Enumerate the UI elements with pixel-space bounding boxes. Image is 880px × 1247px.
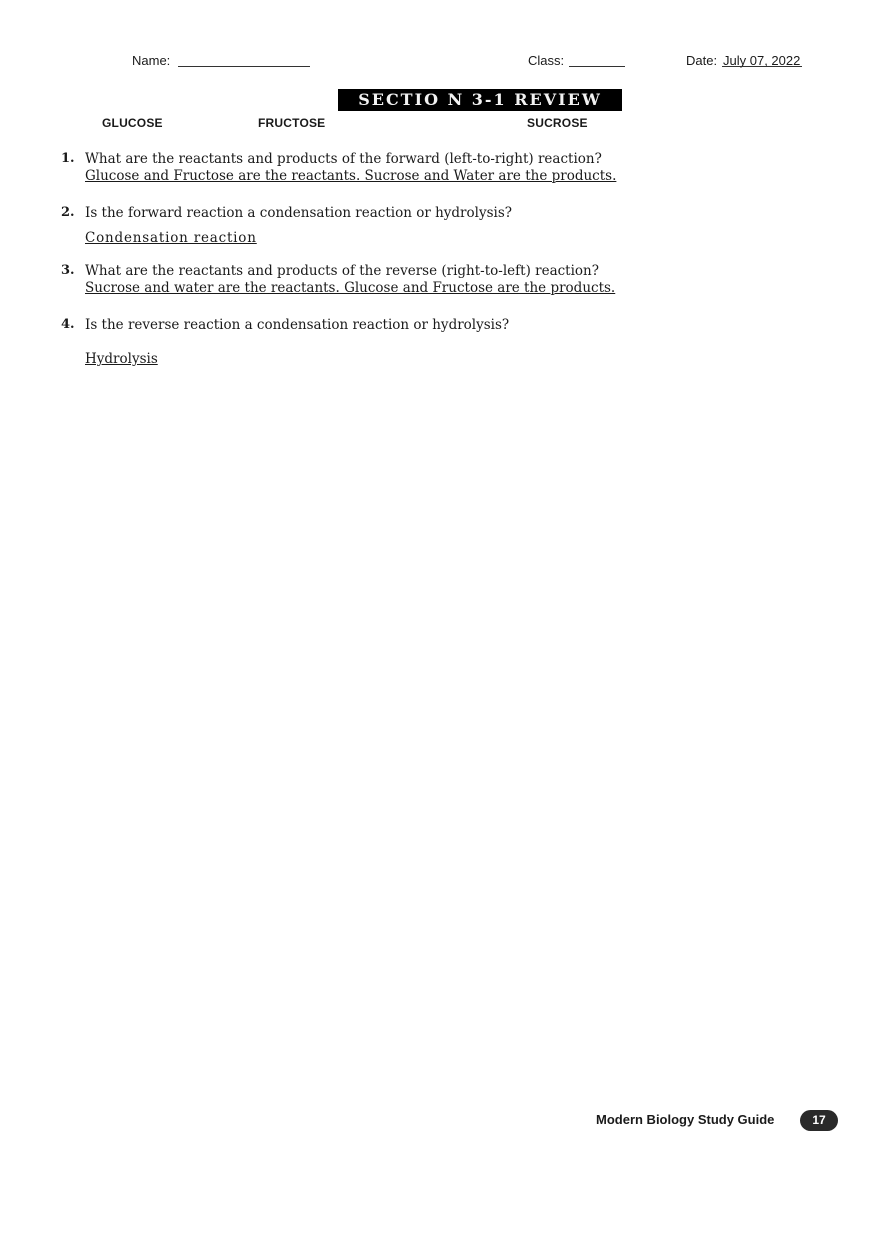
date-field[interactable] bbox=[722, 66, 802, 67]
class-label: Class: bbox=[528, 53, 565, 68]
question-number: 1. bbox=[61, 151, 75, 166]
question-number: 2. bbox=[61, 205, 75, 220]
section-title: SECTIO N 3-1 REVIEW bbox=[338, 89, 622, 111]
name-field[interactable] bbox=[178, 66, 310, 67]
question-text: Is the reverse reaction a condensation reaction or hydrolysis? bbox=[85, 317, 510, 333]
question-text: Is the forward reaction a condensation reaction or hydrolysis? bbox=[85, 205, 512, 221]
class-field[interactable] bbox=[569, 66, 625, 67]
question-number: 3. bbox=[61, 263, 75, 278]
name-label: Name: bbox=[132, 53, 171, 68]
molecule-label-fructose: FRUCTOSE bbox=[258, 116, 326, 130]
date-label: Date: bbox=[686, 53, 718, 68]
molecule-label-glucose: GLUCOSE bbox=[102, 116, 163, 130]
answer-text[interactable]: Glucose and Fructose are the reactants. Sucrose and Water are the products. bbox=[85, 168, 617, 184]
date-value: July 07, 2022 bbox=[723, 53, 801, 68]
question-text: What are the reactants and products of the forward (left-to-right) reaction? bbox=[85, 151, 602, 167]
molecule-label-sucrose: SUCROSE bbox=[527, 116, 588, 130]
question-number: 4. bbox=[61, 317, 75, 332]
footer-title: Modern Biology Study Guide bbox=[596, 1112, 775, 1127]
page-number-badge: 17 bbox=[800, 1110, 838, 1131]
question-text: What are the reactants and products of the reverse (right-to-left) reaction? bbox=[85, 263, 599, 279]
answer-text[interactable]: Sucrose and water are the reactants. Glucose and Fructose are the products. bbox=[85, 280, 616, 296]
answer-text[interactable]: Hydrolysis bbox=[85, 351, 158, 367]
answer-text[interactable]: Condensation reaction bbox=[85, 230, 257, 246]
